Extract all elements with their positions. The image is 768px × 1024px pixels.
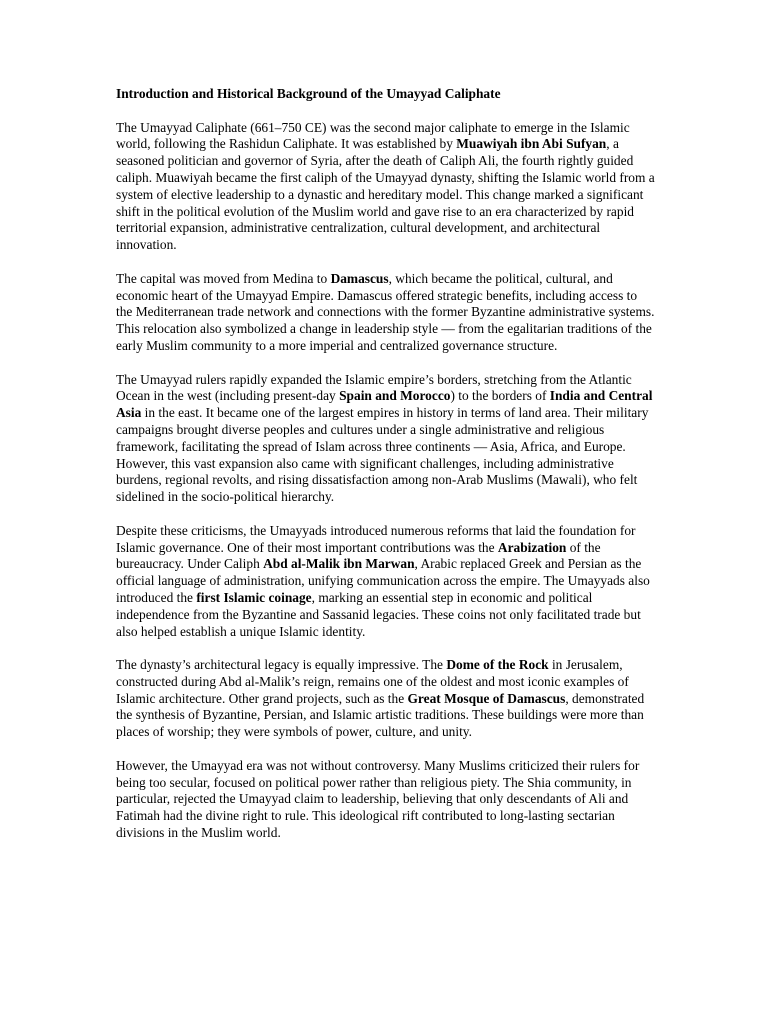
bold-term: Spain and Morocco — [339, 388, 451, 404]
text-run: , a seasoned politician and governor of Syria, after the death of Caliph Ali, the fourth rightly guided caliph. Muawiyah became the first caliph of the Umayyad dynasty, shifting the Islamic world from a system of elective leadership to a dynastic and hereditary model. This change marked a significant shift in the political evolution of the Muslim world and gave rise to an era characterized by rapid territorial expansion, administrative centralization, cultural development, and architectural innovation. — [116, 136, 655, 253]
paragraph-6 — [116, 758, 656, 842]
text-run: , demonstrated the synthesis of Byzantine, Persian, and Islamic artistic traditions. These buildings were more than places of worship; they were symbols of power, culture, and unity. — [116, 690, 645, 740]
text-run: The dynasty’s architectural legacy is equally impressive. The — [116, 657, 447, 673]
paragraph-2 — [116, 271, 656, 355]
text-run: in the east. It became one of the largest empires in history in terms of land area. Their military campaigns brought diverse peoples and cultures under a single administrative and religious framework, facilitating the spread of Islam across three continents — Asia, Africa, and Europe. However, this vast expansion also came with significant challenges, including administrative burdens, regional revolts, and rising dissatisfaction among non-Arab Muslims (Mawali), who felt sidelined in the socio-political hierarchy. — [116, 405, 649, 505]
bold-term: Great Mosque of Damascus — [407, 690, 566, 706]
text-run: Despite these criticisms, the Umayyads introduced numerous reforms that laid the foundation for Islamic governance. One of their most important contributions was the — [116, 522, 636, 555]
paragraph-5 — [116, 657, 656, 741]
bold-term: Dome of the Rock — [446, 657, 549, 673]
text-run: The Umayyad Caliphate (661–750 CE) was the second major caliphate to emerge in the Islamic world, following the Rashidun Caliphate. It was established by — [116, 119, 630, 152]
bold-term: Damascus — [330, 270, 389, 286]
paragraph-3 — [116, 372, 656, 506]
document-page — [116, 86, 656, 859]
bold-term: Abd al-Malik ibn Marwan — [263, 556, 415, 572]
text-run: , marking an essential step in economic and political independence from the Byzantine and Sassanid legacies. These coins not only facilitated trade but also helped establish a unique Islamic identity. — [116, 589, 641, 639]
paragraph-1 — [116, 120, 656, 254]
text-run: of the bureaucracy. Under Caliph — [116, 539, 601, 572]
text-run: However, the Umayyad era was not without controversy. Many Muslims criticized their rulers for being too secular, focused on political power rather than religious piety. The Shia community, in particular, rejected the Umayyad claim to leadership, believing that only descendants of Ali and Fatimah had the divine right to rule. This ideological rift contributed to long-lasting sectarian divisions in the Muslim world. — [116, 757, 640, 841]
document-title: Introduction and Historical Background of the Umayyad Caliphate — [116, 86, 501, 101]
bold-term: India and Central Asia — [116, 388, 653, 421]
bold-term: Muawiyah ibn Abi Sufyan — [456, 136, 607, 152]
bold-term: Arabization — [497, 539, 567, 555]
document-body — [116, 120, 656, 842]
text-run: in Jerusalem, constructed during Abd al-Malik’s reign, remains one of the oldest and most iconic examples of Islamic architecture. Other grand projects, such as the — [116, 657, 629, 706]
text-run: The Umayyad rulers rapidly expanded the Islamic empire’s borders, stretching from the Atlantic Ocean in the west (including present-day — [116, 371, 632, 404]
paragraph-4 — [116, 523, 656, 641]
text-run: The capital was moved from Medina to — [116, 270, 331, 286]
bold-term: first Islamic coinage — [196, 589, 312, 605]
text-run: , Arabic replaced Greek and Persian as the official language of administration, unifying communication across the empire. The Umayyads also introduced the — [116, 556, 650, 605]
text-run: ) to the borders of — [450, 388, 550, 404]
text-run: , which became the political, cultural, and economic heart of the Umayyad Empire. Damascus offered strategic benefits, including access to the Mediterranean trade network and connections with the former Byzantine administrative systems. This relocation also symbolized a change in leadership style — from the egalitarian traditions of the early Muslim community to a more imperial and centralized governance structure. — [116, 270, 655, 353]
